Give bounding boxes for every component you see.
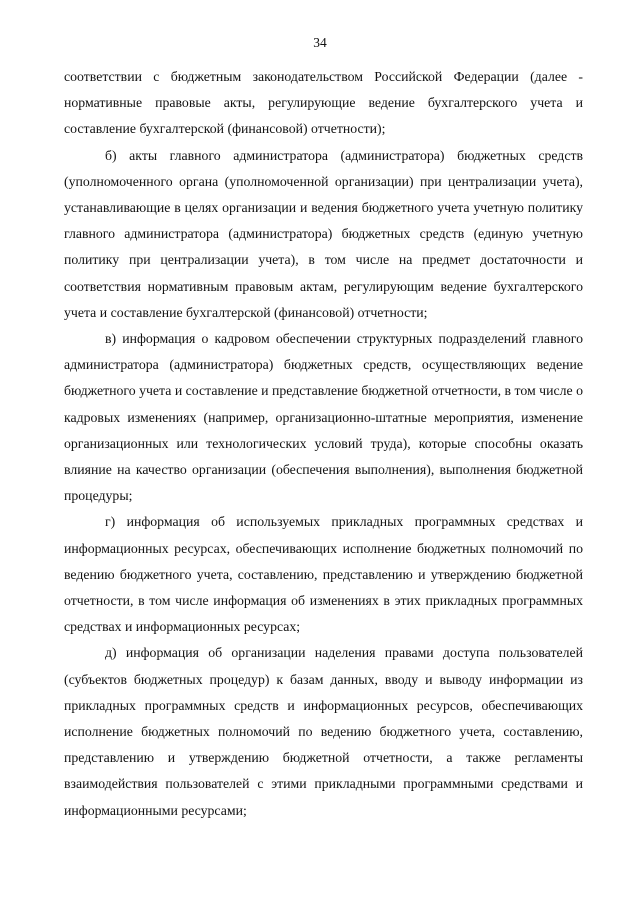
paragraph-item-b: б) акты главного администратора (администратора) бюджетных средств (уполномоченного органа (уполномоченной организации) при централизации учета), устанавливающие в целях организации и ведения бюджетного учета учетную политику главного администратора (администратора) бюджетных средств (единую учетную политику при централизации учета), в том числе на предмет достаточности и соответствия нормативным правовым актам, регулирующим ведение бухгалтерского учета и составление бухгалтерской (финансовой) отчетности;: [64, 147, 583, 320]
paragraph-item-v: в) информация о кадровом обеспечении структурных подразделений главного администратора (администратора) бюджетных средств, осуществляющих ведение бюджетного учета и составление и представление бюджетной отчетности, в том числе о кадровых изменениях (например, организационно-штатные мероприятия, изменение организационных или технологических условий труда), которые способны оказать влияние на качество организации (обеспечения выполнения), выполнения бюджетной процедуры;: [64, 331, 583, 504]
paragraph-continuation: соответствии с бюджетным законодательством Российской Федерации (далее - нормативные правовые акты, регулирующие ведение бухгалтерского учета и составление бухгалтерской (финансовой) отчетности);: [64, 69, 583, 137]
page-number: 34: [313, 35, 327, 50]
paragraph-item-g: г) информация об используемых прикладных программных средствах и информационных ресурсах, обеспечивающих исполнение бюджетных полномочий по ведению бюджетного учета, составлению, представлению и утверждению бюджетной отчетности, в том числе информация об изменениях в этих прикладных программных средствах и информационных ресурсах;: [64, 514, 583, 635]
document-body: [64, 64, 583, 824]
paragraph-item-d: д) информация об организации наделения правами доступа пользователей (субъектов бюджетных процедур) к базам данных, вводу и выводу информации из прикладных программных средств и информационных ресурсов, обеспечивающих исполнение бюджетных полномочий по ведению бюджетного учета, составлению, представлению и утверждению бюджетной отчетности, а также регламенты взаимодействия пользователей с этими прикладными программными средствами и информационными ресурсами;: [64, 645, 583, 818]
